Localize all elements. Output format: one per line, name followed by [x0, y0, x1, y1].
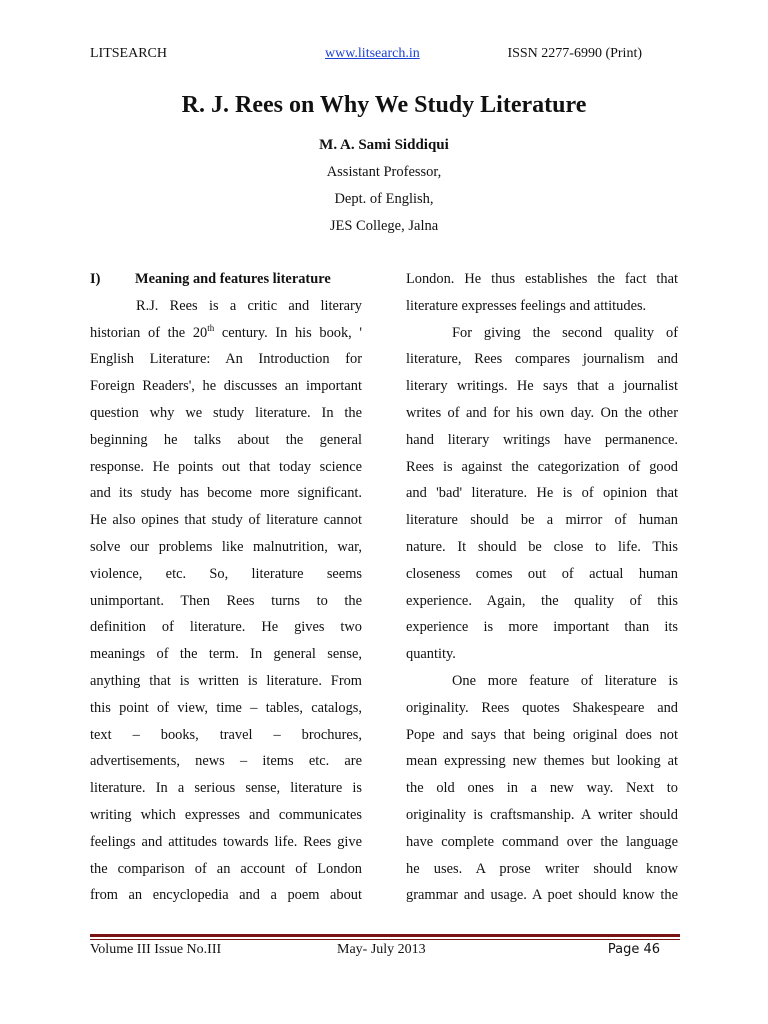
paragraph-line: hand literary writings have permanence. — [406, 431, 678, 448]
paragraph-line: meanings of the term. In general sense, — [90, 646, 362, 663]
section-number: I) — [90, 271, 101, 287]
page-footer — [90, 942, 660, 962]
paragraph-line: experience is more important than its — [406, 619, 678, 636]
paragraph-line: writes of and for his own day. On the other — [406, 404, 678, 421]
paragraph-line: London. He thus establishes the fact that — [406, 271, 678, 287]
paragraph-line: English Literature: An Introduction for — [90, 351, 362, 368]
paragraph-line: Rees is against the categorization of good — [406, 458, 678, 475]
issn-label: ISSN 2277-6990 (Print) — [507, 46, 642, 61]
author-position: Assistant Professor, — [326, 164, 442, 180]
paragraph-line: literature should be a mirror of human — [406, 512, 678, 529]
article-title: R. J. Rees on Why We Study Literature — [181, 92, 587, 118]
paragraph-line: beginning he talks about the general — [90, 431, 362, 448]
paragraph-line: literature, Rees compares journalism and — [406, 351, 678, 368]
paragraph-line: He also opines that study of literature cannot — [90, 512, 362, 529]
paragraph-line: writing which expresses and communicates — [90, 806, 362, 823]
publication-date: May- July 2013 — [337, 942, 426, 957]
paragraph-line: the old ones in a new way. Next to — [406, 780, 678, 797]
paragraph-line: nature. It should be close to life. This — [406, 538, 678, 555]
paragraph-line: solve our problems like malnutrition, war, — [90, 538, 362, 555]
paragraph-line: violence, etc. So, literature seems — [90, 565, 362, 582]
paragraph-line: response. He points out that today science — [90, 458, 362, 475]
paragraph-line: closeness comes out of actual human — [406, 565, 678, 582]
paragraph-line: For giving the second quality of — [452, 324, 678, 341]
paragraph-line: text – books, travel – brochures, — [90, 726, 362, 743]
paragraph-line: historian of the 20th century. In his book, ' — [90, 322, 362, 341]
paragraph-line: this point of view, time – tables, catalogs, — [90, 699, 362, 716]
paragraph-line: experience. Again, the quality of this — [406, 592, 678, 609]
author-department: Dept. of English, — [334, 191, 434, 207]
paragraph-line: One more feature of literature is — [452, 672, 678, 689]
section-title: Meaning and features literature — [135, 271, 331, 287]
paragraph-line: R.J. Rees is a critic and literary — [136, 297, 362, 314]
paragraph-line: originality. Rees quotes Shakespeare and — [406, 699, 678, 716]
page-number: Page 46 — [607, 942, 660, 957]
paragraph-line: anything that is written is literature. From — [90, 672, 362, 689]
paragraph-line: and its study has become more significant. — [90, 485, 362, 502]
paragraph-line: literary writings. He says that a journalist — [406, 378, 678, 395]
paragraph-line: from an encyclopedia and a poem about — [90, 887, 362, 904]
page-header — [90, 46, 642, 66]
journal-website-link[interactable]: www.litsearch.in — [325, 46, 420, 61]
paragraph-line: question why we study literature. In the — [90, 404, 362, 421]
paragraph-line: Foreign Readers', he discusses an important — [90, 378, 362, 395]
author-college: JES College, Jalna — [329, 218, 439, 234]
paragraph-line: grammar and usage. A poet should know the — [406, 887, 678, 904]
right-column — [406, 266, 678, 909]
paragraph-line: advertisements, news – items etc. are — [90, 753, 362, 770]
footer-rule-thin — [90, 939, 680, 940]
author-name: M. A. Sami Siddiqui — [319, 137, 449, 153]
paragraph-line: definition of literature. He gives two — [90, 619, 362, 636]
journal-name: LITSEARCH — [90, 46, 167, 61]
paragraph-line: literature. In a serious sense, literature is — [90, 780, 362, 797]
section-heading — [90, 266, 362, 293]
paragraph-line: unimportant. Then Rees turns to the — [90, 592, 362, 609]
paragraph-line: originality is craftsmanship. A writer should — [406, 806, 678, 823]
paragraph-line: he uses. A prose writer should know — [406, 860, 678, 877]
paragraph-line: mean expressing new themes but looking at — [406, 753, 678, 770]
paragraph-line: Pope and says that being original does not — [406, 726, 678, 743]
footer-rule-thick — [90, 934, 680, 937]
paragraph-line: and 'bad' literature. He is of opinion that — [406, 485, 678, 502]
paragraph-line: quantity. — [406, 646, 456, 663]
paragraph-line: literature expresses feelings and attitudes. — [406, 297, 647, 314]
left-column — [90, 266, 362, 909]
volume-issue: Volume III Issue No.III — [90, 942, 222, 957]
paragraph-line: feelings and attitudes towards life. Rees give — [90, 833, 362, 850]
paragraph-line: the comparison of an account of London — [90, 860, 362, 877]
paragraph-line: have complete command over the language — [406, 833, 678, 850]
